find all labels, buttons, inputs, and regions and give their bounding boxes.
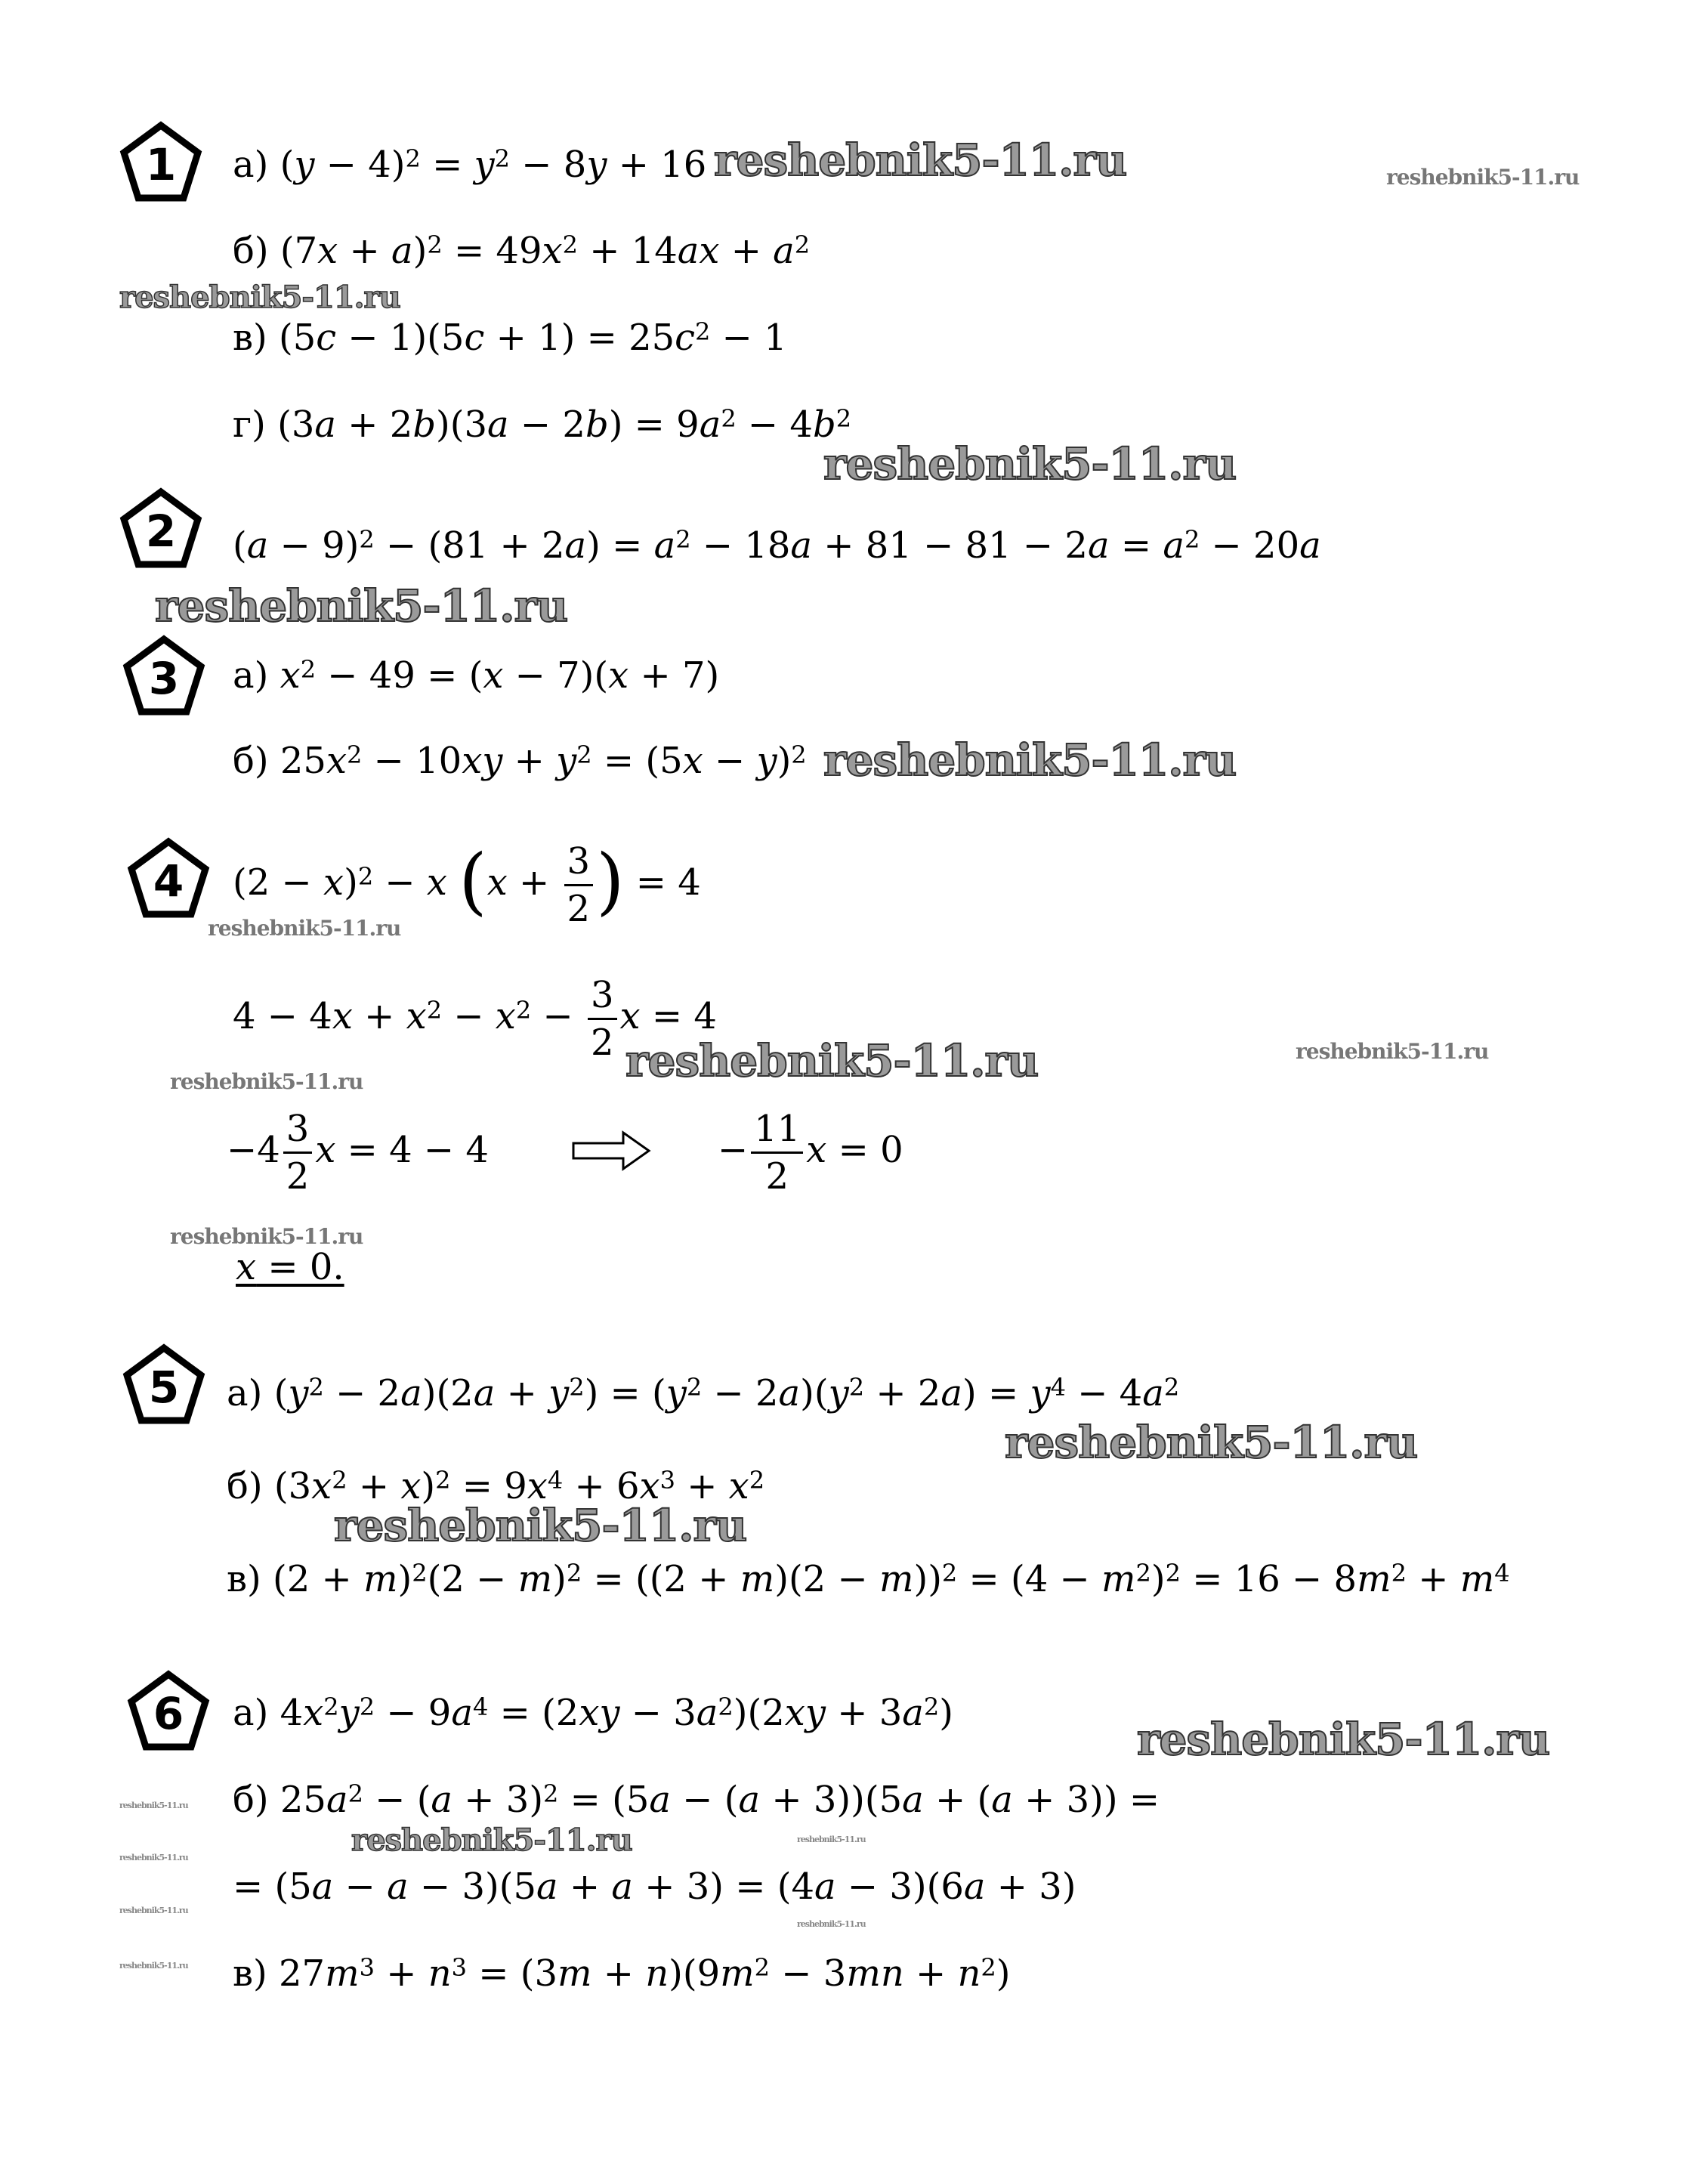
problem-badge-5 [122,1343,205,1427]
implies-arrow-icon [570,1130,653,1172]
problem-number: 2 [145,505,177,557]
problem-number: 1 [145,139,177,190]
watermark: reshebnik5-11.ru [208,916,401,941]
eq-5b: б) $(3x^2 + x)^2 = 9x^4 + 6x^3 + x^2$ [227,1465,765,1507]
problem-number: 4 [153,855,184,907]
watermark: reshebnik5-11.ru [1296,1039,1489,1064]
eq-1v: в) $(5c - 1)(5c + 1) = 25c^2 - 1$ [233,317,787,359]
eq-4-step3: − $\frac{11}{2}$ x = 0 [718,1108,903,1198]
eq-6a: а) $4x^2y^2 - 9a^4 = (2xy - 3a^2)(2xy + 3a^2)$ [233,1692,953,1734]
eq-2: $(a - 9)^2 - (81 + 2a) = a^2 - 18a + 81 - 81 - 2a = a^2 - 20a$ [233,524,1321,567]
eq-4-step2: −4 $\frac{3}{2}$ x = 4 − 4 [227,1108,489,1198]
watermark: reshebnik5-11.ru [119,280,400,315]
watermark: reshebnik5-11.ru [823,438,1237,490]
watermark: reshebnik5-11.ru [1386,165,1580,190]
eq-3b: б) $25x^2 - 10xy + y^2 = (5x - y)^2$ [233,740,807,782]
watermark: reshebnik5-11.ru [351,1822,632,1858]
watermark: reshebnik5-11.ru [625,1035,1039,1087]
watermark: reshebnik5-11.ru [170,1224,363,1249]
eq-1g: г) $(3a + 2b)(3a - 2b) = 9a^2 - 4b^2$ [233,403,852,446]
eq-1b: б) $(7x + a)^2 = 49x^2 + 14ax + a^2$ [233,230,811,272]
problem-badge-4 [127,837,210,920]
eq-5v: в) $(2 + m)^2(2 - m)^2 = ((2 + m)(2 - m))^2 = (4 - m^2)^2 = 16 - 8m^2 + m^4$ [227,1558,1510,1600]
eq-6b-cont: = (5a − a − 3)(5a + a + 3) = (4a − 3)(6a + 3) [233,1866,1076,1908]
watermark: reshebnik5-11.ru [334,1500,747,1551]
watermark: reshebnik5-11.ru [119,1801,188,1810]
problem-number: 6 [153,1688,184,1739]
watermark: reshebnik5-11.ru [119,1853,188,1863]
watermark: reshebnik5-11.ru [1005,1417,1418,1468]
eq-4-step1: $4 - 4x + x^2 - x^2$ − $\frac{3}{2}$ x = 4 [233,974,717,1064]
eq-4-statement: $(2 - x)^2 - x$ (x + $\frac{3}{2}$ ) = 4 [233,838,701,930]
watermark: reshebnik5-11.ru [119,1961,188,1971]
watermark: reshebnik5-11.ru [119,1906,188,1915]
watermark: reshebnik5-11.ru [797,1835,866,1844]
problem-badge-1 [119,121,202,204]
problem-badge-2 [119,487,202,570]
watermark: reshebnik5-11.ru [170,1069,363,1094]
eq-6b: б) $25a^2 - (a + 3)^2 = (5a - (a + 3))(5a + (a + 3))$ = [233,1779,1160,1821]
watermark: reshebnik5-11.ru [797,1919,866,1929]
watermark: reshebnik5-11.ru [823,734,1237,786]
problem-badge-6 [127,1670,210,1753]
eq-3a: а) $x^2 - 49 = (x - 7)(x + 7)$ [233,654,720,697]
watermark: reshebnik5-11.ru [155,580,568,632]
watermark: reshebnik5-11.ru [714,134,1127,186]
problem-number: 3 [148,653,180,704]
watermark: reshebnik5-11.ru [1137,1714,1550,1765]
eq-5a: а) $(y^2 - 2a)(2a + y^2) = (y^2 - 2a)(y^2 + 2a) = y^4 - 4a^2$ [227,1372,1180,1414]
eq-1a: а) $(y - 4)^2 = y^2 - 8y + 16$ [233,144,707,186]
eq-4-answer: x = 0. [236,1246,344,1288]
eq-6v: в) $27m^3 + n^3 = (3m + n)(9m^2 - 3mn + n^2)$ [233,1952,1011,1995]
problem-number: 5 [148,1362,180,1413]
problem-badge-3 [122,635,205,718]
